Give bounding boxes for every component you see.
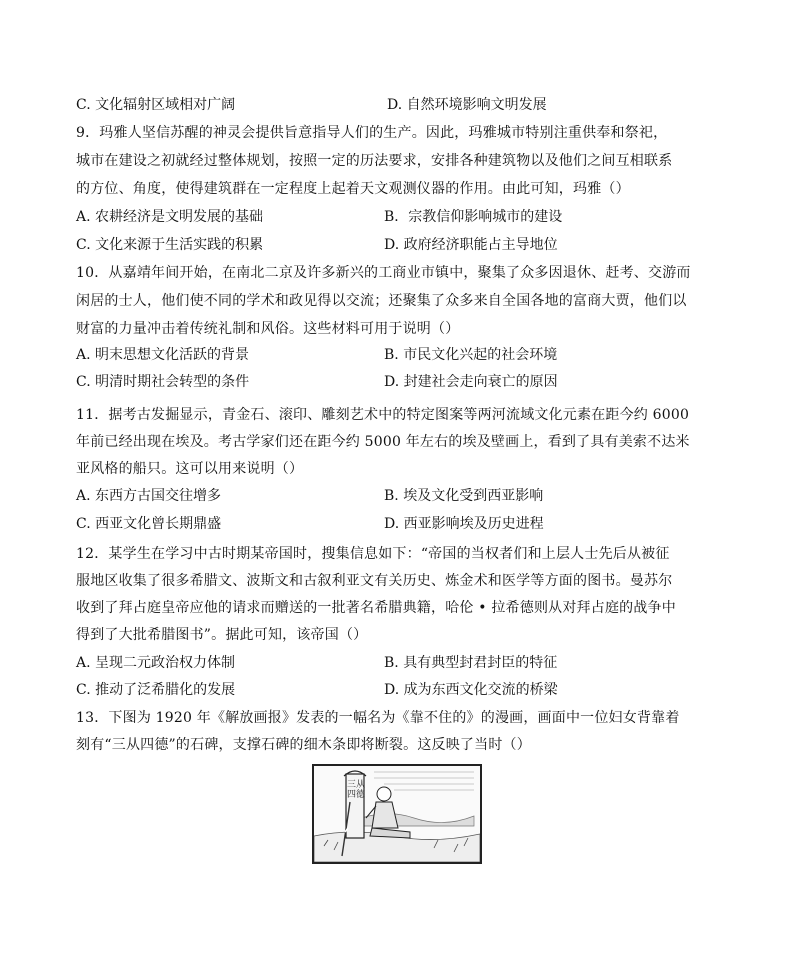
q10-stem-line-3: 财富的力量冲击着传统礼制和风俗。这些材料可用于说明（） — [76, 321, 460, 337]
stele-inscription: 三从四德 — [347, 780, 366, 800]
q10-option-c: C. 明清时期社会转型的条件 — [76, 374, 250, 390]
cartoon-drawing — [314, 766, 480, 862]
cartoon-image — [312, 764, 482, 864]
q11-option-d: D. 西亚影响埃及历史进程 — [384, 516, 544, 532]
q10-stem-line-2: 闲居的士人，他们使不同的学术和政见得以交流；还聚集了众多来自全国各地的富商大贾，他们以 — [76, 293, 687, 309]
q9-option-b: B．宗教信仰影响城市的建设 — [384, 209, 563, 225]
q13-stem-line-1: 13．下图为 1920 年《解放画报》发表的一幅名为《靠不住的》的漫画，画面中一位妇女背靠着 — [76, 710, 680, 726]
q11-stem-line-1: 11．据考古发掘显示，青金石、滚印、雕刻艺术中的特定图案等两河流域文化元素在距今约 6000 — [76, 407, 690, 423]
q12-option-a: A. 呈现二元政治权力体制 — [76, 655, 236, 671]
q9-option-a: A. 农耕经济是文明发展的基础 — [76, 209, 264, 225]
q11-option-b: B. 埃及文化受到西亚影响 — [384, 488, 544, 504]
q9-stem-line-1: 9．玛雅人坚信苏醒的神灵会提供旨意指导人们的生产。因此，玛雅城市特别注重供奉和祭祀， — [76, 125, 668, 141]
q9-option-d: D. 政府经济职能占主导地位 — [384, 237, 558, 253]
q9-option-c: C. 文化来源于生活实践的积累 — [76, 237, 264, 253]
q8-option-c: C. 文化辐射区域相对广阔 — [76, 97, 236, 113]
q8-option-d: D. 自然环境影响文明发展 — [387, 97, 547, 113]
q10-option-a: A. 明末思想文化活跃的背景 — [76, 347, 250, 363]
q12-option-c: C. 推动了泛希腊化的发展 — [76, 682, 236, 698]
q10-stem-line-1: 10．从嘉靖年间开始，在南北二京及许多新兴的工商业市镇中，聚集了众多因退休、赶考、交游而 — [76, 265, 691, 281]
q11-stem-line-3: 亚风格的船只。这可以用来说明（） — [76, 461, 304, 477]
q12-stem-line-3: 收到了拜占庭皇帝应他的请求而赠送的一批著名希腊典籍，哈伦 • 拉希德则从对拜占庭的战争中 — [76, 600, 676, 616]
q12-stem-line-2: 服地区收集了很多希腊文、波斯文和古叙利亚文有关历史、炼金术和医学等方面的图书。曼苏尔 — [76, 573, 673, 589]
q11-option-a: A. 东西方古国交往增多 — [76, 488, 222, 504]
q10-option-d: D. 封建社会走向衰亡的原因 — [384, 374, 558, 390]
q13-stem-line-2: 刻有“三从四德”的石碑，支撑石碑的细木条即将断裂。这反映了当时（） — [76, 737, 531, 753]
q9-stem-line-2: 城市在建设之初就经过整体规划，按照一定的历法要求，安排各种建筑物以及他们之间互相联系 — [76, 153, 673, 169]
q9-stem-line-3: 的方位、角度，使得建筑群在一定程度上起着天文观测仪器的作用。由此可知，玛雅（） — [76, 181, 630, 197]
q12-stem-line-4: 得到了大批希腊图书”。据此可知，该帝国（） — [76, 627, 368, 643]
q10-option-b: B. 市民文化兴起的社会环境 — [384, 347, 558, 363]
q12-option-d: D. 成为东西文化交流的桥梁 — [384, 682, 558, 698]
q12-stem-line-1: 12．某学生在学习中古时期某帝国时，搜集信息如下：“帝国的当权者们和上层人士先后从被征 — [76, 546, 670, 562]
q11-option-c: C. 西亚文化曾长期鼎盛 — [76, 516, 222, 532]
q11-stem-line-2: 年前已经出现在埃及。考古学家们还在距今约 5000 年左右的埃及壁画上，看到了具有美索不达米 — [76, 434, 690, 450]
q12-option-b: B. 具有典型封君封臣的特征 — [384, 655, 558, 671]
woman-figure — [366, 787, 410, 838]
